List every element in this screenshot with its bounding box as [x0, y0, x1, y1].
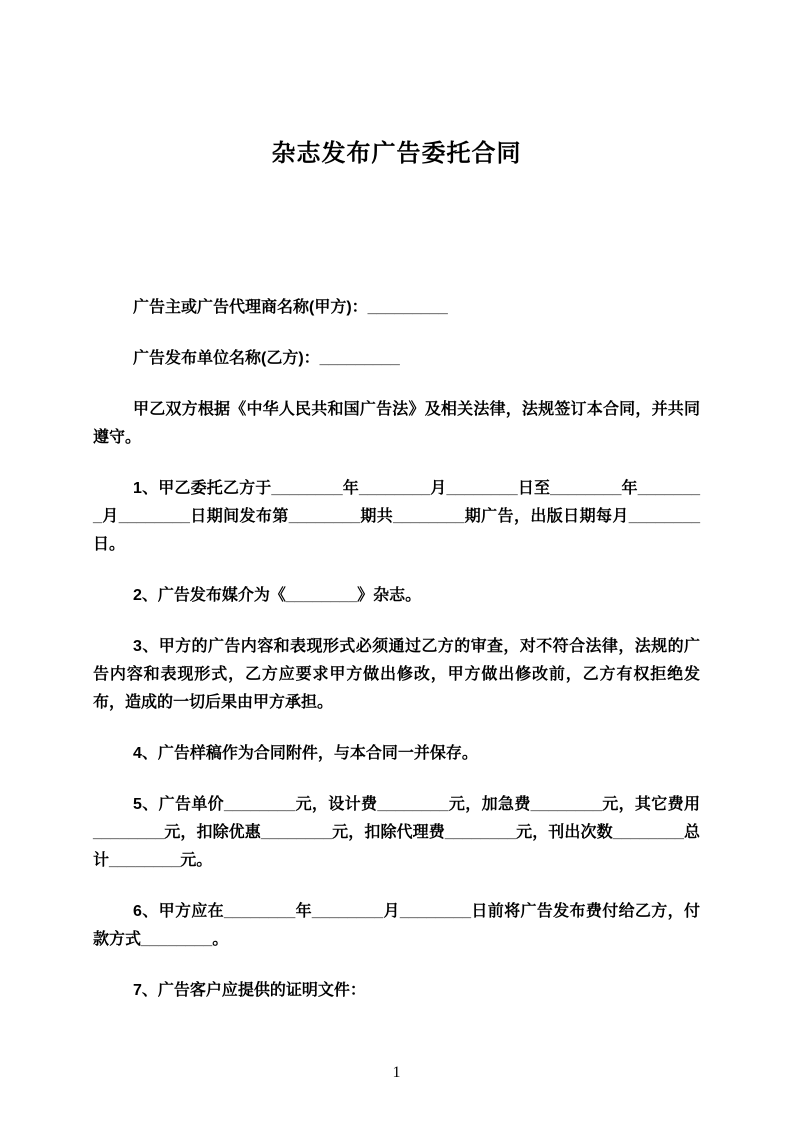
clause-4: 4、广告样稿作为合同附件，与本合同一并保存。: [133, 745, 478, 762]
clause-7: 7、广告客户应提供的证明文件：: [133, 982, 366, 999]
document-title: 杂志发布广告委托合同: [271, 140, 522, 167]
document-body: [0, 168, 793, 1005]
clause-2: 2、广告发布媒介为《________》杂志。: [133, 587, 422, 604]
clause-6: 6、甲方应在________年________月________日前将广告发布费付给乙方，付款方式________。: [93, 903, 700, 948]
party-b-name-line: 广告发布单位名称(乙方)：_________: [133, 350, 400, 367]
clause-1: 1、甲乙委托乙方于________年________月________日至________年________月________日期间发布第________期共________期广告，出版日期每月________日。: [93, 480, 700, 553]
page-number: 1: [392, 1064, 401, 1081]
clause-3: 3、甲方的广告内容和表现形式必须通过乙方的审查，对不符合法律，法规的广告内容和表现形式，乙方应要求甲方做出修改，甲方做出修改前，乙方有权拒绝发布，造成的一切后果由甲方承担。: [93, 638, 700, 711]
clause-5: 5、广告单价________元，设计费________元，加急费________元，其它费用________元，扣除优惠________元，扣除代理费________元，刊出次数________总计________元。: [93, 796, 700, 869]
preamble-paragraph: 甲乙双方根据《中华人民共和国广告法》及相关法律，法规签订本合同，并共同遵守。: [93, 401, 700, 446]
party-a-name-line: 广告主或广告代理商名称(甲方)：_________: [133, 299, 448, 316]
